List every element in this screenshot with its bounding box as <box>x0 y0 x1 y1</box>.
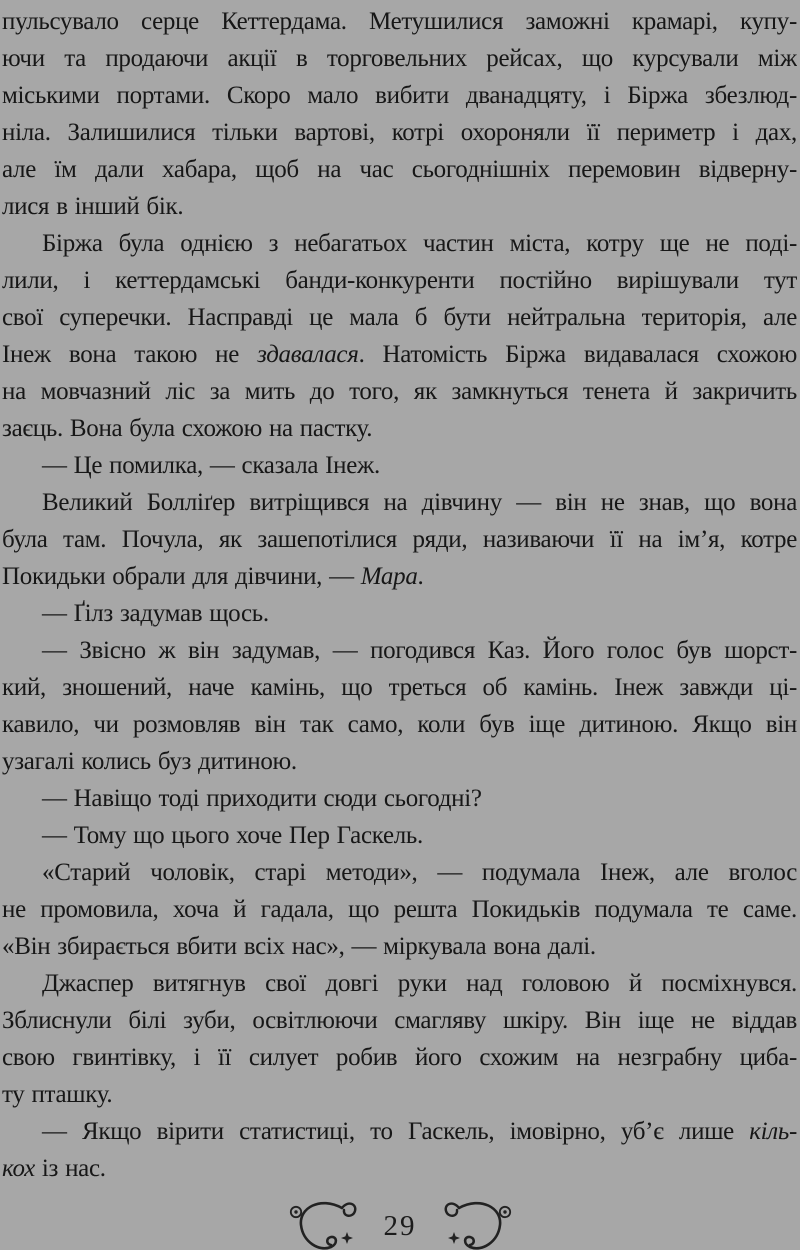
text-line: ніла. Залишилися тільки вартові, котрі охороняли її периметр і дах, <box>2 119 797 146</box>
text-line: лили, і кеттердамські банди-конкуренти постійно вирішували тут <box>2 267 797 294</box>
text-line: — Ґілз задумав щось. <box>42 600 269 627</box>
text-line: але їм дали хабара, щоб на час сьогоднішніх перемовин відверну- <box>2 156 797 183</box>
text-line: Великий Болліґер витріщився на дівчину — він не знав, що вона <box>42 489 797 516</box>
text-line: ючи та продаючи акції в торговельних рейсах, що курсували між <box>2 45 797 72</box>
text-line: лися в інший бік. <box>2 193 184 220</box>
page-number: 29 <box>383 1210 417 1242</box>
text-line: заєць. Вона була схожою на пастку. <box>2 415 373 442</box>
text-line: — Якщо вірити статистиці, то Гаскель, імовірно, уб’є лише кіль- <box>42 1118 797 1145</box>
page-text <box>2 3 797 1187</box>
text-line: — Це помилка, — сказала Інеж. <box>42 452 380 479</box>
text-line: міськими портами. Скоро мало вибити дванадцяту, і Біржа збезлюд- <box>2 82 797 109</box>
text-line: була там. Почула, як зашепотілися ряди, називаючи її на ім’я, котре <box>2 526 797 553</box>
page-footer <box>0 1196 800 1250</box>
text-line: Зблиснули білі зуби, освітлюючи смагляву шкіру. Він іще не віддав <box>2 1007 797 1034</box>
text-line: пульсувало серце Кеттердама. Метушилися заможні крамарі, купу- <box>2 8 797 35</box>
text-line: узагалі колись буз дитиною. <box>2 748 297 775</box>
text-line: «Старий чоловік, старі методи», — подумала Інеж, але вголос <box>42 859 797 886</box>
text-line: — Звісно ж він задумав, — погодився Каз. Його голос був шорст- <box>42 637 797 664</box>
text-line: — Навіщо тоді приходити сюди сьогодні? <box>42 785 482 812</box>
text-line: не промовила, хоча й гадала, що решта Покидьків подумала те саме. <box>2 896 797 923</box>
text-line: кий, зношений, наче камінь, що треться об камінь. Інеж завжди ці- <box>2 674 797 701</box>
text-line: кавило, чи розмовляв він так само, коли був іще дитиною. Якщо він <box>2 711 797 738</box>
text-line: кох із нас. <box>2 1155 106 1182</box>
text-line: — Тому що цього хоче Пер Гаскель. <box>42 822 423 849</box>
text-line: на мовчазний ліс за мить до того, як замкнуться тенета й закричить <box>2 378 797 405</box>
text-line: ту пташку. <box>2 1081 113 1108</box>
text-line: «Він збирається вбити всіх нас», — міркувала вона далі. <box>2 933 596 960</box>
text-line: свою гвинтівку, і її силует робив його схожим на незграбну циба- <box>2 1044 797 1071</box>
text-line: Покидьки обрали для дівчини, — Мара. <box>2 563 424 590</box>
flourish-left-icon <box>288 1196 366 1250</box>
text-line: Джаспер витягнув свої довгі руки над головою й посміхнувся. <box>42 970 797 997</box>
text-line: Біржа була однією з небагатьох частин міста, котру ще не поді- <box>42 230 797 257</box>
flourish-right-icon <box>435 1196 513 1250</box>
text-line: свої суперечки. Насправді це мала б бути нейтральна територія, але <box>2 304 797 331</box>
text-line: Інеж вона такою не здавалася. Натомість Біржа видавалася схожою <box>2 341 797 368</box>
